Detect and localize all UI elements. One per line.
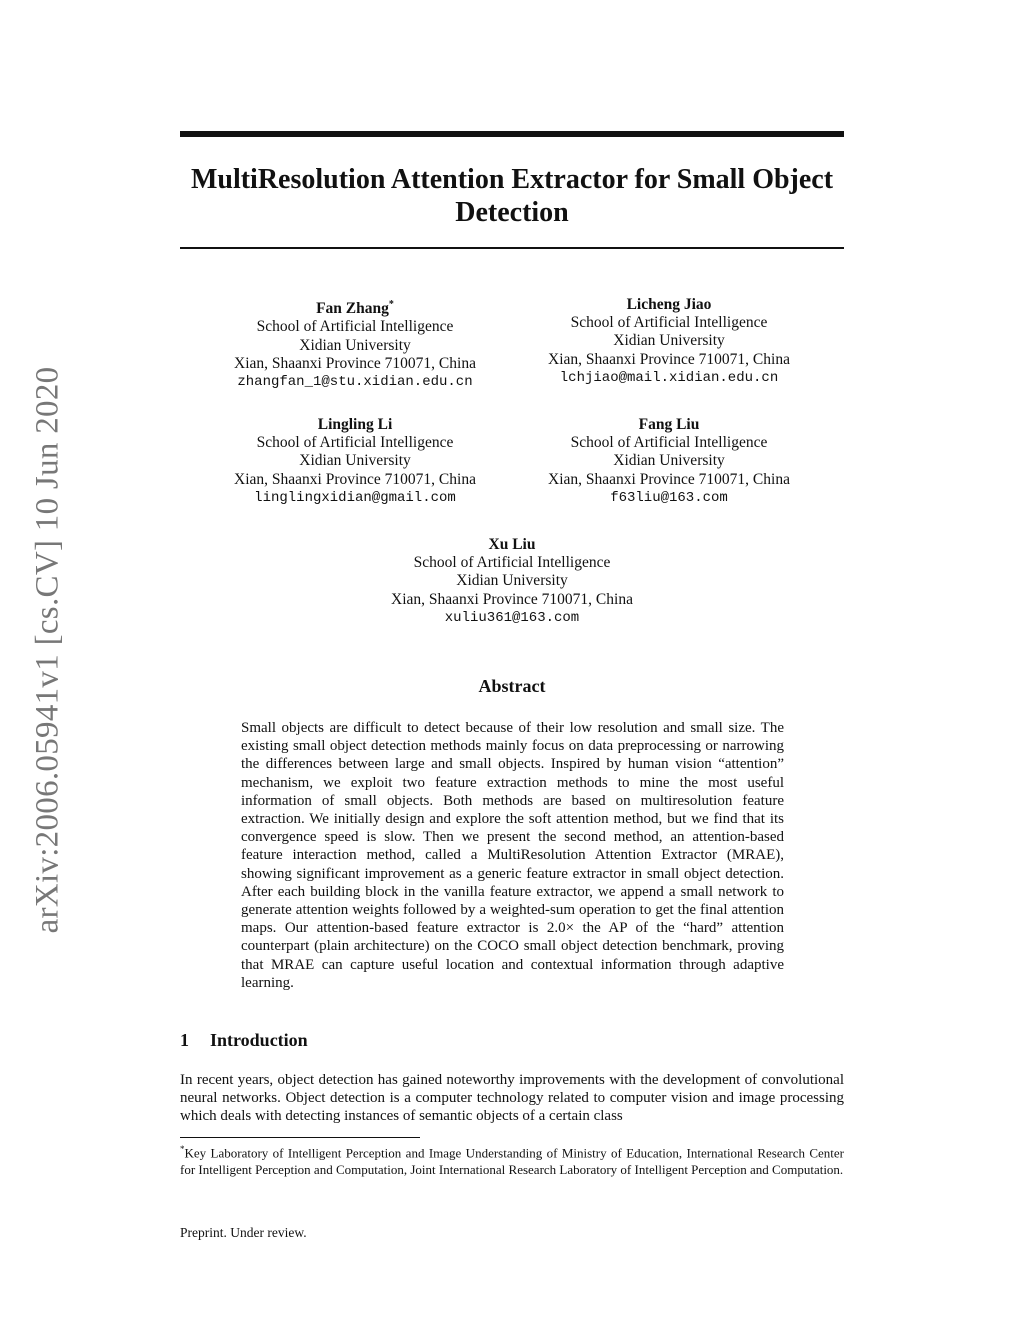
author-name: Licheng Jiao: [626, 296, 712, 313]
author-block: [347, 536, 677, 627]
section-title: Introduction: [210, 1030, 308, 1050]
author-university: Xidian University: [613, 452, 725, 470]
abstract-text: Small objects are difficult to detect because of their low resolution and small size. The existing small object detection methods mainly focus on data preprocessing or narrowing the differences between large and small objects. Inspired by human vision “attention” mechanism, we exploit two feature extraction methods to mine the most useful information of small objects. Both methods are based on multiresolution feature extraction. We initially design and explore the soft attention method, but we find that its convergence speed is slow. Then we present the second method, an attention-based feature interaction method, called a MultiResolution Attention Extractor (MRAE), showing significant improvement as a generic feature extractor in small object detection. After each building block in the vanilla feature extractor, we append a small network to generate attention weights followed by a weighted-sum operation to get the final attention maps. Our attention-based feature extractor is 2.0× the AP of the “hard” attention counterpart (plain architecture) on the COCO small object detection benchmark, proving that MRAE can capture useful location and contextual information through adaptive learning.: [241, 720, 784, 991]
abstract-heading: Abstract: [478, 676, 546, 696]
author-address: Xian, Shaanxi Province 710071, China: [234, 470, 476, 488]
footnote-text: Key Laboratory of Intelligent Perception and Image Understanding of Ministry of Education, International Research Center for Intelligent Perception and Computation, Joint International Research Laboratory of Intelligent Perception and Computation.: [180, 1145, 844, 1178]
author-name: Fan Zhang*: [316, 299, 394, 318]
arxiv-id[interactable]: arXiv:2006.05941v1 [cs.CV] 10 Jun 2020: [29, 366, 66, 934]
section-heading-introduction: [180, 1030, 308, 1051]
section-number: 1: [180, 1030, 189, 1050]
author-affiliation: School of Artificial Intelligence: [570, 314, 768, 332]
author-name: Lingling Li: [317, 416, 393, 433]
author-university: Xidian University: [299, 336, 411, 354]
author-university: Xidian University: [613, 332, 725, 350]
author-email[interactable]: zhangfan_1@stu.xidian.edu.cn: [237, 373, 473, 390]
author-university: Xidian University: [456, 572, 568, 590]
title-bottom-rule: [180, 247, 844, 249]
footnote-rule: [180, 1137, 420, 1138]
author-affiliation: School of Artificial Intelligence: [256, 434, 454, 452]
author-address: Xian, Shaanxi Province 710071, China: [391, 590, 633, 608]
author-email[interactable]: f63liu@163.com: [610, 489, 728, 506]
introduction-text: In recent years, object detection has gained noteworthy improvements with the development of convolutional neural networks. Object detection is a computer technology related to computer vision and image processing which deals with detecting instances of semantic objects of a certain class: [180, 1072, 844, 1125]
author-address: Xian, Shaanxi Province 710071, China: [548, 350, 790, 368]
preprint-note: Preprint. Under review.: [180, 1225, 307, 1240]
author-name: Xu Liu: [488, 536, 536, 553]
author-university: Xidian University: [299, 452, 411, 470]
footnote-marker[interactable]: *: [388, 299, 394, 310]
author-address: Xian, Shaanxi Province 710071, China: [548, 470, 790, 488]
author-block: [504, 416, 834, 507]
author-affiliation: School of Artificial Intelligence: [413, 554, 611, 572]
author-name: Fang Liu: [638, 416, 700, 433]
author-affiliation: School of Artificial Intelligence: [570, 434, 768, 452]
author-block: [190, 296, 520, 391]
author-block: [190, 416, 520, 507]
author-block: [504, 296, 834, 387]
author-email[interactable]: linglingxidian@gmail.com: [254, 489, 456, 506]
author-email[interactable]: lchjiao@mail.xidian.edu.cn: [559, 369, 779, 386]
title-top-rule: [180, 131, 844, 137]
footnote-marker: *: [180, 1144, 185, 1154]
author-email[interactable]: xuliu361@163.com: [444, 609, 580, 626]
author-address: Xian, Shaanxi Province 710071, China: [234, 354, 476, 372]
footnote: [180, 1141, 844, 1178]
paper-title: MultiResolution Attention Extractor for Small Object Detection: [190, 164, 834, 228]
author-affiliation: School of Artificial Intelligence: [256, 318, 454, 336]
